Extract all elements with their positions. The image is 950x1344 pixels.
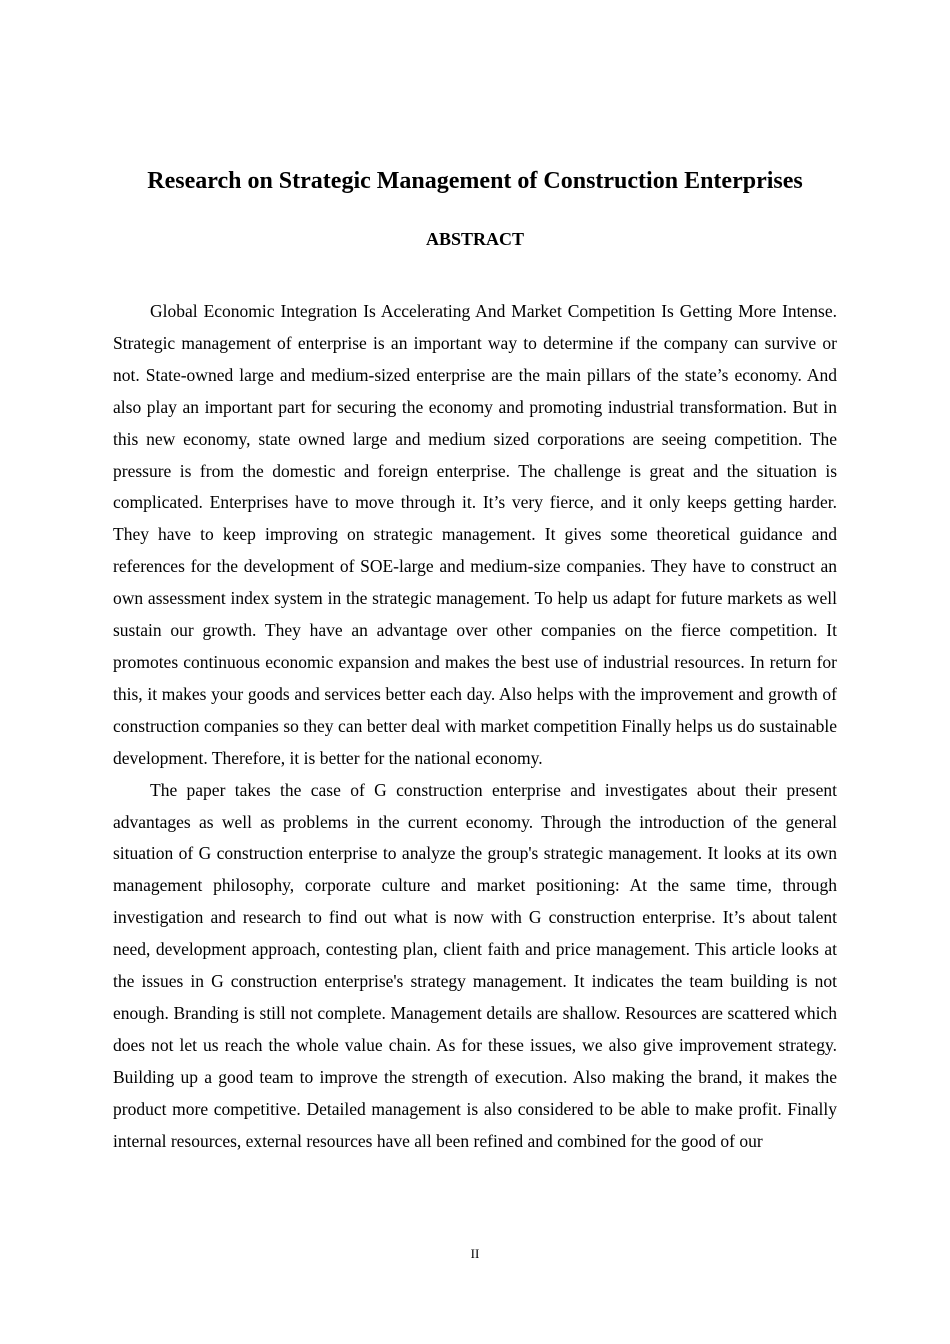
abstract-body (113, 296, 837, 1157)
document-title: Research on Strategic Management of Construction Enterprises (147, 168, 803, 194)
abstract-heading: ABSTRACT (425, 229, 525, 249)
abstract-paragraph-2: The paper takes the case of G construction enterprise and investigates about their present advantages as well as problems in the current economy. Through the introduction of the general situation of G construction enterprise to analyze the group's strategic management. It looks at its own management philosophy, corporate culture and market positioning: At the same time, through investigation and research to find out what is now with G construction enterprise. It’s about talent need, development approach, contesting plan, client faith and price management. This article looks at the issues in G construction enterprise's strategy management. It indicates the team building is not enough. Branding is still not complete. Management details are shallow. Resources are scattered which does not let us reach the whole value chain. As for these issues, we also give improvement strategy. Building up a good team to improve the strength of execution. Also making the brand, it makes the product more competitive. Detailed management is also considered to be able to make profit. Finally internal resources, external resources have all been refined and combined for the good of our (113, 779, 837, 1151)
abstract-paragraph-1: Global Economic Integration Is Accelerating And Market Competition Is Getting More Intense. Strategic management of enterprise is an important way to determine if the company can survive or not. State-owned large and medium-sized enterprise are the main pillars of the state’s economy. And also play an important part for securing the economy and promoting industrial transformation. But in this new economy, state owned large and medium sized corporations are seeing competition. The pressure is from the domestic and foreign enterprise. The challenge is great and the situation is complicated. Enterprises have to move through it. It’s very fierce, and it only keeps getting harder. They have to keep improving on strategic management. It gives some theoretical guidance and references for the development of SOE-large and medium-size companies. They have to construct an own assessment index system in the strategic management. To help us adapt for future markets as well sustain our growth. They have an advantage over other companies on the fierce competition. It promotes continuous economic expansion and makes the best use of industrial resources. In return for this, it makes your goods and services better each day. Also helps with the improvement and growth of construction companies so they can better deal with market competition Finally helps us do sustainable development. Therefore, it is better for the national economy. (113, 301, 837, 768)
page-number: II (470, 1246, 480, 1261)
